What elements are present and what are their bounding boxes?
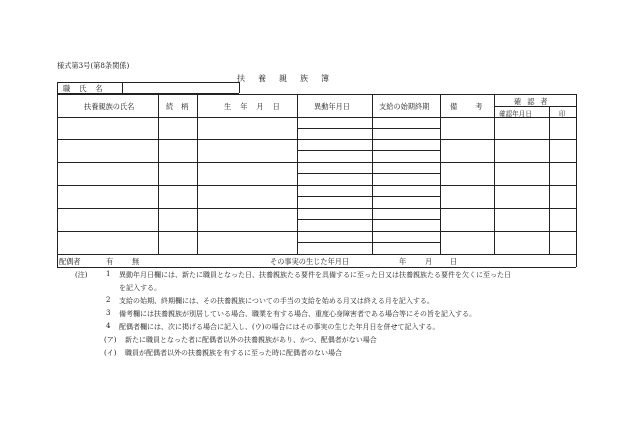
spouse-no-option[interactable]: 無 <box>132 257 140 266</box>
header-remarks: 備考 <box>450 102 501 111</box>
form-number: 様式第3号(第8条関係) <box>57 61 130 70</box>
note-number: 4 <box>106 322 111 330</box>
note-text: 新たに職員となった者に配偶者以外の扶養親族があり、かつ、配偶者がない場合 <box>125 336 377 344</box>
note-text: 支給の始期、終期欄には、その扶養親族についての手当の支給を始める月又は終える月を記入する。 <box>119 297 434 305</box>
header-dependent-name: 扶養親族の氏名 <box>84 102 135 111</box>
header-payment-period: 支給の始期終期 <box>379 102 430 111</box>
fact-date-month: 月 <box>425 257 433 266</box>
note-number: 2 <box>106 296 111 304</box>
note-text: 職員が配偶者以外の扶養親族を有するに至った時に配偶者のない場合 <box>125 349 342 357</box>
note-number: 1 <box>106 270 111 278</box>
note-sub-marker: (ア) <box>104 336 117 344</box>
header-confirmer: 確認者 <box>514 97 554 106</box>
header-change-date: 異動年月日 <box>314 102 350 111</box>
notes-prefix: (注) <box>75 271 88 279</box>
fact-date-year: 年 <box>399 257 407 266</box>
spouse-label: 配偶者 <box>59 257 81 266</box>
note-number: 3 <box>106 309 111 317</box>
fact-date-label: その事実の生じた年月日 <box>270 257 350 266</box>
note-text: 備考欄には扶養親族が別居している場合、職業を有する場合、重度心身障害者である場合等にその旨を記入する。 <box>119 310 476 318</box>
fact-date-day: 日 <box>450 257 458 266</box>
employee-name-label: 職氏名 <box>63 84 112 93</box>
note-text: 異動年月日欄には、新たに職員となった日、扶養親族たる要件を具備するに至った日又は扶養親族たる要件を欠くに至った日 <box>119 271 511 279</box>
header-seal: 印 <box>559 110 566 118</box>
header-birth-date: 生年月日 <box>224 102 289 111</box>
note-text: を記入する。 <box>119 284 161 292</box>
employee-name-field[interactable] <box>124 83 237 92</box>
note-text: 配偶者欄には、次に掲げる場合に記入し、(ウ)の場合にはその事実の生じた年月日を併せて記入する。 <box>119 323 440 331</box>
header-confirm-date: 確認年月日 <box>499 110 532 118</box>
note-sub-marker: (イ) <box>104 349 117 357</box>
page-title: 扶養親族簿 <box>237 74 342 83</box>
spouse-yes-option[interactable]: 有 <box>106 257 114 266</box>
header-relation: 続柄 <box>166 102 197 111</box>
